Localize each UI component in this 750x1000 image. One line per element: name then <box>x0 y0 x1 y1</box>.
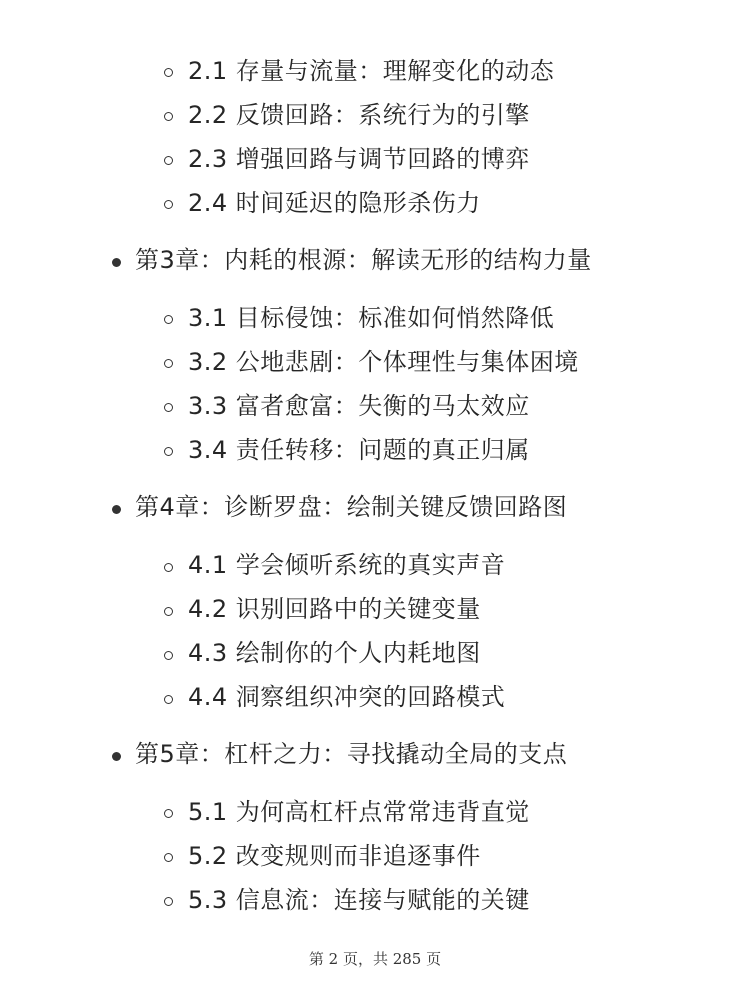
bullet-dot-icon <box>112 752 121 761</box>
bullet-circle-icon <box>164 607 173 616</box>
bullet-circle-icon <box>164 359 173 368</box>
bullet-dot-icon <box>112 258 121 267</box>
bullet-circle-icon <box>164 897 173 906</box>
toc-entry-4-4[interactable]: 4.4 洞察组织冲突的回路模式 <box>188 683 506 711</box>
bullet-circle-icon <box>164 68 173 77</box>
toc-entry-3-1[interactable]: 3.1 目标侵蚀：标准如何悄然降低 <box>188 304 555 332</box>
toc-chapter-3[interactable]: 第3章：内耗的根源：解读无形的结构力量 <box>135 246 592 274</box>
toc-entry-3-3[interactable]: 3.3 富者愈富：失衡的马太效应 <box>188 392 530 420</box>
toc-entry-4-1[interactable]: 4.1 学会倾听系统的真实声音 <box>188 551 506 579</box>
bullet-circle-icon <box>164 447 173 456</box>
bullet-circle-icon <box>164 315 173 324</box>
toc-entry-3-2[interactable]: 3.2 公地悲剧：个体理性与集体困境 <box>188 348 579 376</box>
toc-entry-2-4[interactable]: 2.4 时间延迟的隐形杀伤力 <box>188 189 481 217</box>
toc-entry-5-1[interactable]: 5.1 为何高杠杆点常常违背直觉 <box>188 798 530 826</box>
toc-entry-3-4[interactable]: 3.4 责任转移：问题的真正归属 <box>188 436 530 464</box>
toc-chapter-5[interactable]: 第5章：杠杆之力：寻找撬动全局的支点 <box>135 740 568 768</box>
toc-entry-2-2[interactable]: 2.2 反馈回路：系统行为的引擎 <box>188 101 530 129</box>
toc-entry-5-2[interactable]: 5.2 改变规则而非追逐事件 <box>188 842 481 870</box>
bullet-dot-icon <box>112 505 121 514</box>
bullet-circle-icon <box>164 853 173 862</box>
toc-entry-5-3[interactable]: 5.3 信息流：连接与赋能的关键 <box>188 886 530 914</box>
page-number-footer: 第 2 页，共 285 页 <box>308 950 442 968</box>
bullet-circle-icon <box>164 403 173 412</box>
bullet-circle-icon <box>164 563 173 572</box>
bullet-circle-icon <box>164 695 173 704</box>
bullet-circle-icon <box>164 651 173 660</box>
bullet-circle-icon <box>164 112 173 121</box>
toc-entry-4-2[interactable]: 4.2 识别回路中的关键变量 <box>188 595 481 623</box>
bullet-circle-icon <box>164 156 173 165</box>
bullet-circle-icon <box>164 200 173 209</box>
toc-chapter-4[interactable]: 第4章：诊断罗盘：绘制关键反馈回路图 <box>135 493 568 521</box>
bullet-circle-icon <box>164 809 173 818</box>
toc-entry-2-1[interactable]: 2.1 存量与流量：理解变化的动态 <box>188 57 555 85</box>
toc-entry-4-3[interactable]: 4.3 绘制你的个人内耗地图 <box>188 639 481 667</box>
toc-entry-2-3[interactable]: 2.3 增强回路与调节回路的博弈 <box>188 145 530 173</box>
